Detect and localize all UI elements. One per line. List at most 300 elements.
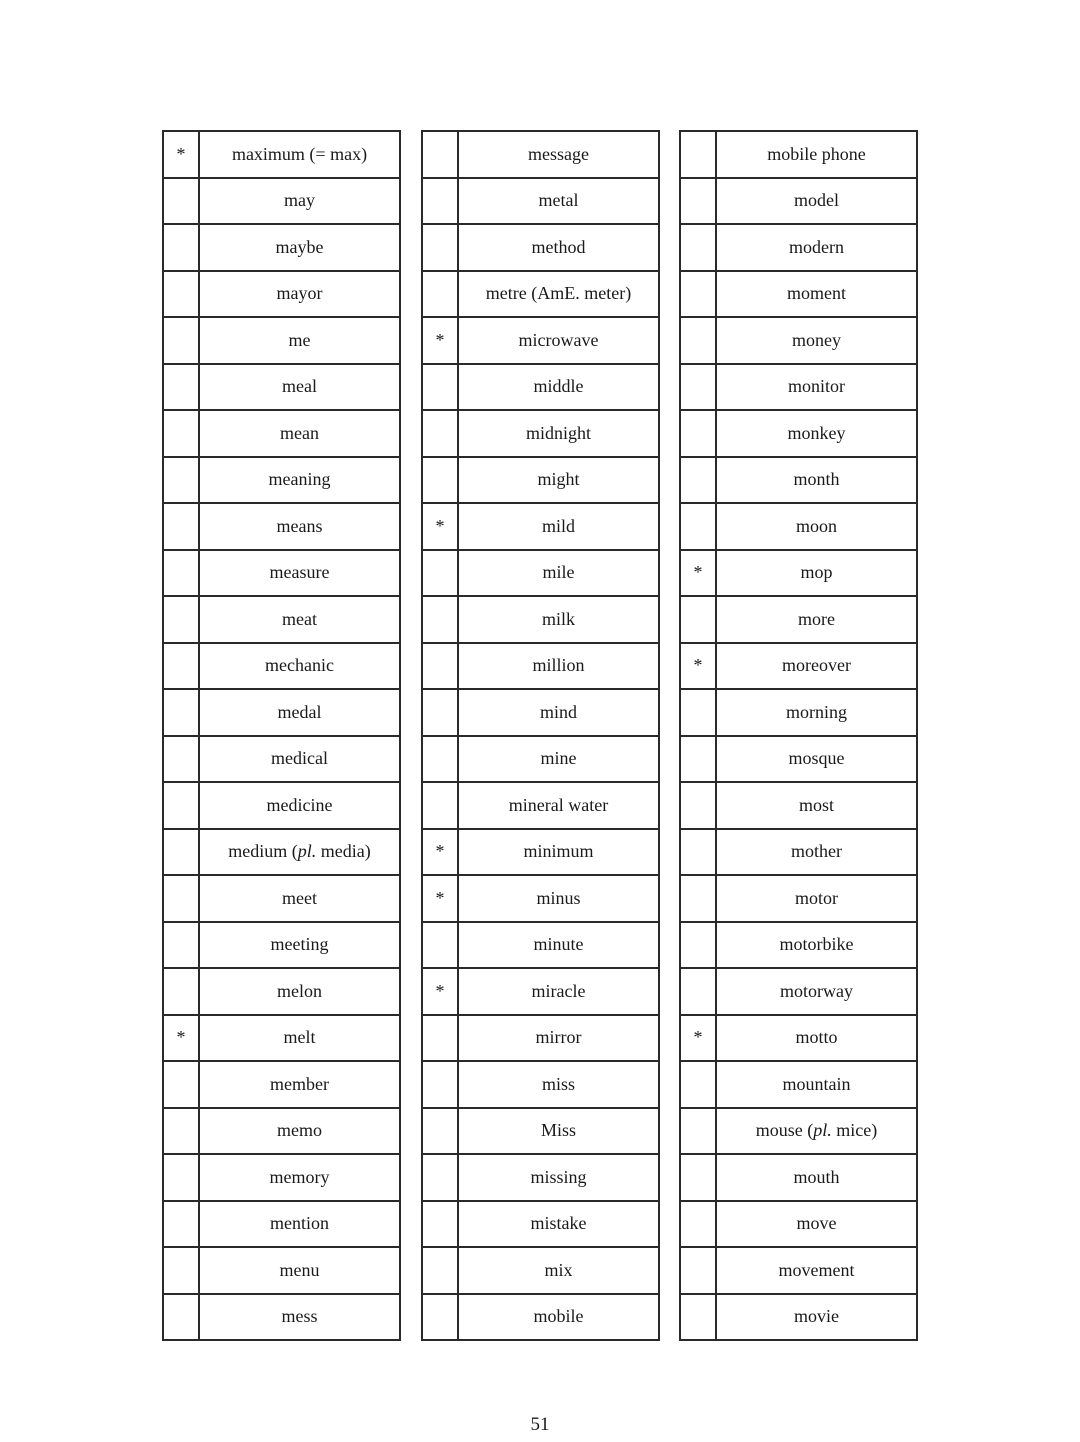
word-cell: [458, 550, 659, 597]
word-text: mosque: [788, 748, 845, 769]
asterisk-mark-cell: *: [680, 643, 716, 690]
table-row: [163, 364, 400, 411]
asterisk-mark-cell: [422, 271, 458, 318]
word-cell: [458, 457, 659, 504]
asterisk-mark-cell: [163, 410, 199, 457]
word-text: mess: [281, 1306, 318, 1327]
vocabulary-table-3: [679, 130, 918, 1341]
asterisk-mark-cell: [163, 550, 199, 597]
word-cell: [458, 1247, 659, 1294]
word-cell: [199, 1015, 400, 1062]
word-text: measure: [269, 562, 330, 583]
word-cell: [716, 875, 917, 922]
word-text: memory: [269, 1166, 330, 1187]
word-cell: [716, 1108, 917, 1155]
asterisk-mark-cell: [680, 1061, 716, 1108]
asterisk-mark-cell: [680, 596, 716, 643]
word-cell: [458, 1201, 659, 1248]
word-text: mirror: [535, 1027, 582, 1048]
table-row: [422, 131, 659, 178]
table-row: [422, 410, 659, 457]
table-row: [422, 457, 659, 504]
table-row: [422, 736, 659, 783]
word-text: mobile phone: [767, 143, 866, 164]
word-text: meaning: [268, 469, 331, 490]
word-cell: [199, 1247, 400, 1294]
table-row: [422, 224, 659, 271]
table-row: [680, 410, 917, 457]
table-row: [680, 178, 917, 225]
table-row: [163, 1201, 400, 1248]
asterisk-mark-cell: [422, 178, 458, 225]
word-text: miss: [541, 1073, 575, 1094]
table-row: [680, 1015, 917, 1062]
word-cell: [458, 1108, 659, 1155]
table-row: [422, 596, 659, 643]
table-row: [422, 968, 659, 1015]
asterisk-mark-cell: [422, 1061, 458, 1108]
word-text: meet: [282, 887, 317, 908]
word-text: microwave: [518, 329, 599, 350]
word-cell: [458, 968, 659, 1015]
word-cell: [716, 178, 917, 225]
asterisk-mark-cell: [163, 922, 199, 969]
word-text: medal: [277, 701, 322, 722]
table-row: [163, 550, 400, 597]
plural-note-rest: media): [316, 841, 371, 862]
plural-note-prefix: (: [287, 841, 298, 862]
asterisk-mark-cell: [163, 1061, 199, 1108]
table-row: [680, 1061, 917, 1108]
table-row: [680, 1154, 917, 1201]
word-text: might: [537, 469, 580, 490]
asterisk-mark-cell: [422, 550, 458, 597]
table-row: [680, 550, 917, 597]
word-text: message: [528, 143, 589, 164]
asterisk-mark-cell: [422, 1294, 458, 1341]
word-text: mineral water: [508, 794, 609, 815]
word-text: motorbike: [779, 934, 854, 955]
word-cell: [716, 410, 917, 457]
word-cell: [199, 224, 400, 271]
asterisk-mark-cell: [163, 643, 199, 690]
word-cell: [716, 1294, 917, 1341]
word-text: monkey: [787, 422, 846, 443]
word-cell: [199, 271, 400, 318]
word-cell: [458, 596, 659, 643]
word-cell: [458, 131, 659, 178]
table-row: [680, 922, 917, 969]
word-cell: [458, 1015, 659, 1062]
table-row: [422, 922, 659, 969]
asterisk-mark-cell: *: [422, 829, 458, 876]
word-text: means: [276, 515, 323, 536]
word-text: mobile: [533, 1306, 584, 1327]
table-row: [163, 224, 400, 271]
word-cell: [716, 968, 917, 1015]
word-cell: [716, 782, 917, 829]
word-cell: [199, 596, 400, 643]
table-row: [422, 1061, 659, 1108]
table-row: [163, 643, 400, 690]
asterisk-mark-cell: [163, 596, 199, 643]
asterisk-mark-cell: [680, 1294, 716, 1341]
asterisk-mark-cell: [163, 178, 199, 225]
word-text: mountain: [782, 1073, 851, 1094]
word-text: movie: [794, 1306, 839, 1327]
table-row: [422, 782, 659, 829]
asterisk-mark-cell: [680, 922, 716, 969]
asterisk-mark-cell: [163, 271, 199, 318]
word-cell: [199, 968, 400, 1015]
word-text: method: [531, 236, 586, 257]
word-cell: [199, 550, 400, 597]
word-text: melon: [277, 980, 322, 1001]
word-cell: [458, 271, 659, 318]
table-row: [680, 503, 917, 550]
word-cell: [458, 689, 659, 736]
word-text: maybe: [275, 236, 324, 257]
asterisk-mark-cell: [680, 829, 716, 876]
word-text: moment: [787, 283, 846, 304]
word-cell: [458, 1061, 659, 1108]
asterisk-mark-cell: [163, 736, 199, 783]
word-text: memo: [277, 1120, 322, 1141]
word-cell: [458, 178, 659, 225]
asterisk-mark-cell: [680, 410, 716, 457]
word-cell: [458, 736, 659, 783]
asterisk-mark-cell: [680, 503, 716, 550]
word-cell: [199, 317, 400, 364]
asterisk-mark-cell: *: [422, 968, 458, 1015]
word-cell: [458, 364, 659, 411]
word-text: moon: [795, 515, 837, 536]
word-cell: [199, 736, 400, 783]
word-cell: [458, 1154, 659, 1201]
asterisk-mark-cell: [422, 224, 458, 271]
word-cell: [458, 922, 659, 969]
word-text: monitor: [788, 376, 845, 397]
table-row: [680, 271, 917, 318]
asterisk-mark-cell: [680, 317, 716, 364]
asterisk-mark-cell: [163, 1201, 199, 1248]
word-cell: [199, 1108, 400, 1155]
table-row: [680, 1247, 917, 1294]
word-cell: [458, 829, 659, 876]
word-text: mistake: [530, 1213, 587, 1234]
asterisk-mark-cell: [422, 689, 458, 736]
table-row: [163, 271, 400, 318]
table-row: [163, 1015, 400, 1062]
word-cell: [716, 1015, 917, 1062]
word-text: mine: [540, 748, 577, 769]
word-text: model: [794, 190, 839, 211]
asterisk-mark-cell: *: [163, 131, 199, 178]
word-text: million: [532, 655, 585, 676]
word-cell: [199, 782, 400, 829]
word-text: mechanic: [265, 655, 334, 676]
asterisk-mark-cell: [680, 457, 716, 504]
table-row: [422, 178, 659, 225]
table-row: [680, 131, 917, 178]
word-cell: [199, 364, 400, 411]
word-cell: [199, 1201, 400, 1248]
table-row: [163, 922, 400, 969]
word-text: movement: [778, 1259, 855, 1280]
word-cell: [716, 1061, 917, 1108]
table-row: [422, 1247, 659, 1294]
word-cell: [458, 503, 659, 550]
word-text: member: [270, 1073, 329, 1094]
word-text: move: [796, 1213, 837, 1234]
asterisk-mark-cell: [680, 689, 716, 736]
word-text: mild: [541, 515, 575, 536]
word-text: minute: [533, 934, 584, 955]
table-row: [163, 829, 400, 876]
page-number: 51: [530, 1414, 550, 1435]
word-cell: [458, 875, 659, 922]
asterisk-mark-cell: [422, 1247, 458, 1294]
asterisk-mark-cell: [422, 736, 458, 783]
word-text: metre (AmE. meter): [485, 283, 632, 304]
asterisk-mark-cell: [422, 364, 458, 411]
asterisk-mark-cell: [163, 1108, 199, 1155]
word-cell: [458, 410, 659, 457]
word-text: Miss: [540, 1120, 576, 1141]
table-row: [680, 1201, 917, 1248]
table-row: [422, 643, 659, 690]
asterisk-mark-cell: [680, 782, 716, 829]
word-text: menu: [279, 1259, 320, 1280]
word-cell: [199, 410, 400, 457]
word-text: medical: [271, 748, 328, 769]
table-row: [680, 596, 917, 643]
word-text: minus: [536, 887, 581, 908]
word-cell: [199, 131, 400, 178]
asterisk-mark-cell: [422, 1108, 458, 1155]
asterisk-mark-cell: [422, 1154, 458, 1201]
table-row: [163, 1108, 400, 1155]
table-row: [680, 317, 917, 364]
word-text: milk: [541, 608, 575, 629]
word-text: midnight: [525, 422, 591, 443]
word-cell: [199, 457, 400, 504]
asterisk-mark-cell: [422, 782, 458, 829]
table-row: [163, 782, 400, 829]
word-text: miracle: [531, 980, 586, 1001]
table-row: [163, 317, 400, 364]
table-row: [422, 550, 659, 597]
asterisk-mark-cell: [163, 968, 199, 1015]
asterisk-mark-cell: [680, 1154, 716, 1201]
table-row: [422, 271, 659, 318]
word-text: maximum (= max): [231, 143, 368, 164]
word-cell: [199, 178, 400, 225]
word-cell: [199, 922, 400, 969]
word-cell: [199, 875, 400, 922]
word-text: missing: [530, 1166, 587, 1187]
asterisk-mark-cell: [163, 782, 199, 829]
table-row: [163, 178, 400, 225]
table-row: [680, 457, 917, 504]
word-cell: [199, 503, 400, 550]
table-row: [422, 1154, 659, 1201]
word-text: minimum: [523, 841, 594, 862]
table-row: [163, 689, 400, 736]
word-cell: [716, 1201, 917, 1248]
word-cell: [716, 317, 917, 364]
vocabulary-table-2: [421, 130, 660, 1341]
word-cell: [199, 1061, 400, 1108]
word-cell: [716, 503, 917, 550]
asterisk-mark-cell: *: [422, 875, 458, 922]
asterisk-mark-cell: [422, 131, 458, 178]
table-row: [163, 736, 400, 783]
table-row: [163, 968, 400, 1015]
table-row: [422, 1201, 659, 1248]
word-cell: [199, 689, 400, 736]
word-text: meeting: [270, 934, 329, 955]
table-row: [163, 1247, 400, 1294]
word-text: motorway: [780, 980, 853, 1001]
asterisk-mark-cell: [680, 1108, 716, 1155]
word-cell: [458, 643, 659, 690]
asterisk-mark-cell: [163, 224, 199, 271]
word-text: mix: [544, 1259, 573, 1280]
word-text: mouse: [755, 1120, 803, 1141]
table-row: [163, 1061, 400, 1108]
table-row: [422, 875, 659, 922]
table-row: [680, 364, 917, 411]
word-text: more: [798, 608, 835, 629]
asterisk-mark-cell: [422, 596, 458, 643]
word-cell: [716, 364, 917, 411]
asterisk-mark-cell: [163, 875, 199, 922]
word-text: medium: [228, 841, 288, 862]
word-text: month: [793, 469, 840, 490]
table-row: [163, 596, 400, 643]
asterisk-mark-cell: [680, 736, 716, 783]
table-row: [422, 317, 659, 364]
word-text: morning: [786, 701, 847, 722]
asterisk-mark-cell: [680, 271, 716, 318]
table-row: [163, 457, 400, 504]
table-row: [163, 1294, 400, 1341]
word-text: mile: [542, 562, 575, 583]
asterisk-mark-cell: [422, 922, 458, 969]
table-row: [422, 1294, 659, 1341]
vocabulary-table-1: [162, 130, 401, 1341]
table-row: [163, 503, 400, 550]
asterisk-mark-cell: [422, 457, 458, 504]
word-text: mop: [800, 562, 833, 583]
table-row: [422, 689, 659, 736]
table-row: [680, 875, 917, 922]
word-cell: [716, 1247, 917, 1294]
word-cell: [716, 829, 917, 876]
word-cell: [458, 782, 659, 829]
word-text: money: [792, 329, 841, 350]
word-text: mouth: [793, 1166, 840, 1187]
table-row: [422, 503, 659, 550]
word-text: metal: [538, 190, 579, 211]
word-cell: [199, 829, 400, 876]
table-row: [422, 364, 659, 411]
asterisk-mark-cell: [422, 410, 458, 457]
asterisk-mark-cell: [422, 643, 458, 690]
word-text: moreover: [782, 655, 851, 676]
table-row: [163, 875, 400, 922]
asterisk-mark-cell: *: [163, 1015, 199, 1062]
asterisk-mark-cell: *: [422, 503, 458, 550]
word-cell: [716, 689, 917, 736]
word-text: melt: [283, 1027, 316, 1048]
word-text: meat: [282, 608, 317, 629]
word-text: mother: [791, 841, 842, 862]
word-cell: [458, 1294, 659, 1341]
asterisk-mark-cell: [680, 1247, 716, 1294]
asterisk-mark-cell: [163, 457, 199, 504]
word-cell: [716, 736, 917, 783]
asterisk-mark-cell: [163, 689, 199, 736]
word-cell: [458, 224, 659, 271]
asterisk-mark-cell: [680, 224, 716, 271]
word-cell: [199, 1294, 400, 1341]
word-text: may: [284, 190, 315, 211]
word-cell: [716, 643, 917, 690]
word-text: mayor: [276, 283, 323, 304]
word-text: mean: [280, 422, 319, 443]
word-cell: [199, 1154, 400, 1201]
plural-abbreviation: pl.: [297, 841, 317, 862]
table-row: [680, 1294, 917, 1341]
word-cell: [716, 550, 917, 597]
word-text: mind: [539, 701, 577, 722]
word-cell: [716, 922, 917, 969]
word-text: middle: [533, 376, 584, 397]
table-row: [680, 1108, 917, 1155]
table-row: [680, 224, 917, 271]
asterisk-mark-cell: [163, 1154, 199, 1201]
word-cell: [716, 457, 917, 504]
word-cell: [716, 1154, 917, 1201]
plural-note-rest: mice): [831, 1120, 878, 1141]
table-row: [680, 782, 917, 829]
asterisk-mark-cell: [163, 1294, 199, 1341]
plural-note-prefix: (: [802, 1120, 814, 1141]
table-row: [422, 829, 659, 876]
word-text: medicine: [266, 794, 333, 815]
word-cell: [716, 224, 917, 271]
asterisk-mark-cell: [163, 503, 199, 550]
table-row: [422, 1108, 659, 1155]
asterisk-mark-cell: [680, 131, 716, 178]
asterisk-mark-cell: [680, 1201, 716, 1248]
table-row: [163, 131, 400, 178]
word-text: mention: [270, 1213, 329, 1234]
table-row: [680, 829, 917, 876]
word-cell: [199, 643, 400, 690]
asterisk-mark-cell: [163, 317, 199, 364]
table-row: [680, 736, 917, 783]
table-row: [163, 410, 400, 457]
asterisk-mark-cell: [422, 1201, 458, 1248]
word-cell: [716, 271, 917, 318]
word-text: meal: [282, 376, 317, 397]
asterisk-mark-cell: *: [422, 317, 458, 364]
word-text: modern: [789, 236, 844, 257]
table-row: [163, 1154, 400, 1201]
